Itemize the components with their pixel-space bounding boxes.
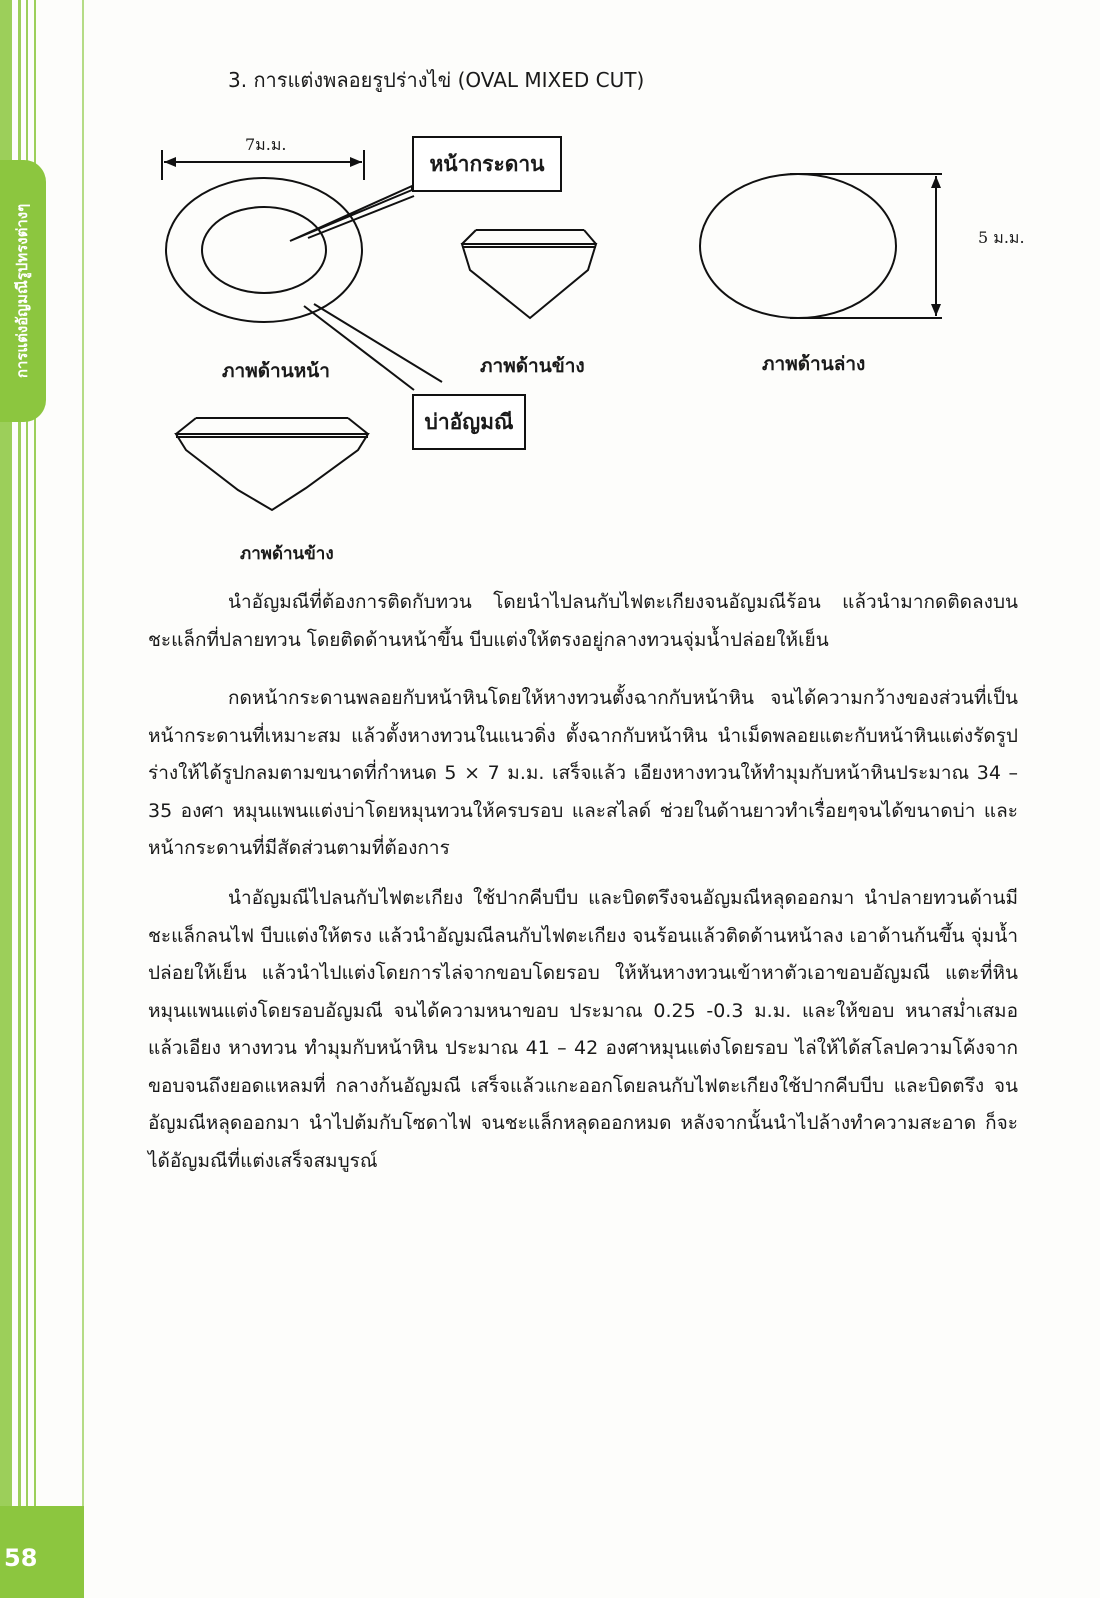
oval-cut-diagram (0, 0, 1100, 600)
table-leader (290, 186, 412, 241)
girdle-leader-2 (314, 304, 442, 382)
front-view-outer-ellipse (166, 178, 362, 322)
side-view-small-outline (462, 244, 596, 318)
side-view-label-top: ภาพด้านข้าง (480, 355, 585, 377)
table-callout: หน้ากระดาน (412, 136, 562, 192)
front-view-label: ภาพด้านหน้า (222, 360, 330, 382)
section-heading: 3. การแต่งพลอยรูปร่างไข่ (OVAL MIXED CUT) (228, 68, 645, 92)
girdle-callout: บ่าอัญมณี (412, 394, 526, 450)
front-view-table-ellipse (202, 207, 326, 293)
bottom-view-label: ภาพด้านล่าง (762, 353, 866, 375)
page-number: 58 (4, 1544, 38, 1572)
height-label: 5 ม.ม. (978, 228, 1025, 247)
paragraph: นำอัญมณีที่ต้องการติดกับทวน โดยนำไปลนกับไฟตะเกียงจนอัญมณีร้อน แล้วนำมากดติดลงบนชะแล็กที่ปลายทวน โดยติดด้านหน้าขึ้น บีบแต่งให้ตรงอยู่กลางทวนจุ่มน้ำปล่อยให้เย็น (148, 591, 1018, 651)
front-width-label: 7ม.ม. (245, 135, 287, 154)
side-view-label-bottom: ภาพด้านข้าง (240, 544, 334, 564)
paragraph: นำอัญมณีไปลนกับไฟตะเกียง ใช้ปากคีบบีบ และบิดตรึงจนอัญมณีหลุดออกมา นำปลายทวนด้านมีชะแล็กลนไฟ บีบแต่งให้ตรง แล้วนำอัญมณีลนกับไฟตะเกียง จนร้อนแล้วติดด้านหน้าลง เอาด้านก้นขึ้น จุ่มน้ำ ปล่อยให้เย็น แล้วนำไปแต่งโดยการไล่จากขอบโดยรอบ ให้หันหางทวนเข้าหาตัวเอาขอบอัญมณี แตะที่หิน หมุนแพนแต่งโดยรอบอัญมณี จนได้ความหนาขอบ ประมาณ 0.25 -0.3 ม.ม. และให้ขอบ หนาสม่ำเสมอ แล้วเอียง หางทวน ทำมุมกับหน้าหิน ประมาณ 41 – 42 องศาหมุนแต่งโดยรอบ ไล่ให้ได้สโลปความโค้งจากขอบจนถึงยอดแหลมที่ กลางก้นอัญมณี เสร็จแล้วแกะออกโดยลนกับไฟตะเกียงใช้ปากคีบบีบ และบิดตรึง จน อัญมณีหลุดออกมา นำไปต้มกับโซดาไฟ จนชะแล็กหลุดออกหมด หลังจากนั้นนำไปล้างทำความสะอาด ก็จะได้อัญมณีที่แต่งเสร็จสมบูรณ์ (148, 887, 1018, 1172)
bottom-view-ellipse (700, 174, 896, 318)
side-view-large-outline (176, 434, 368, 510)
chapter-title: การแต่งอัญมณีรูปทรงต่างๆ (13, 203, 31, 379)
paragraph: กดหน้ากระดานพลอยกับหน้าหินโดยให้หางทวนตั้งฉากกับหน้าหิน จนได้ความกว้างของส่วนที่เป็นหน้ากระดานที่เหมาะสม แล้วตั้งหางทวนในแนวดิ่ง ตั้งฉากกับหน้าหิน นำเม็ดพลอยแตะกับหน้าหินแต่งรัดรูปร่างให้ได้รูปกลมตามขนาดที่กำหนด 5 × 7 ม.ม. เสร็จแล้ว เอียงหางทวนให้ทำมุมกับหน้าหินประมาณ 34 – 35 องศา หมุนแพนแต่งบ่าโดยหมุนทวนให้ครบรอบ และสไลด์ ช่วยในด้านยาวทำเรื่อยๆจนได้ขนาดบ่า และหน้ากระดานที่มีสัดส่วนตามที่ต้องการ (148, 687, 1018, 859)
table-leader-2 (308, 196, 414, 238)
